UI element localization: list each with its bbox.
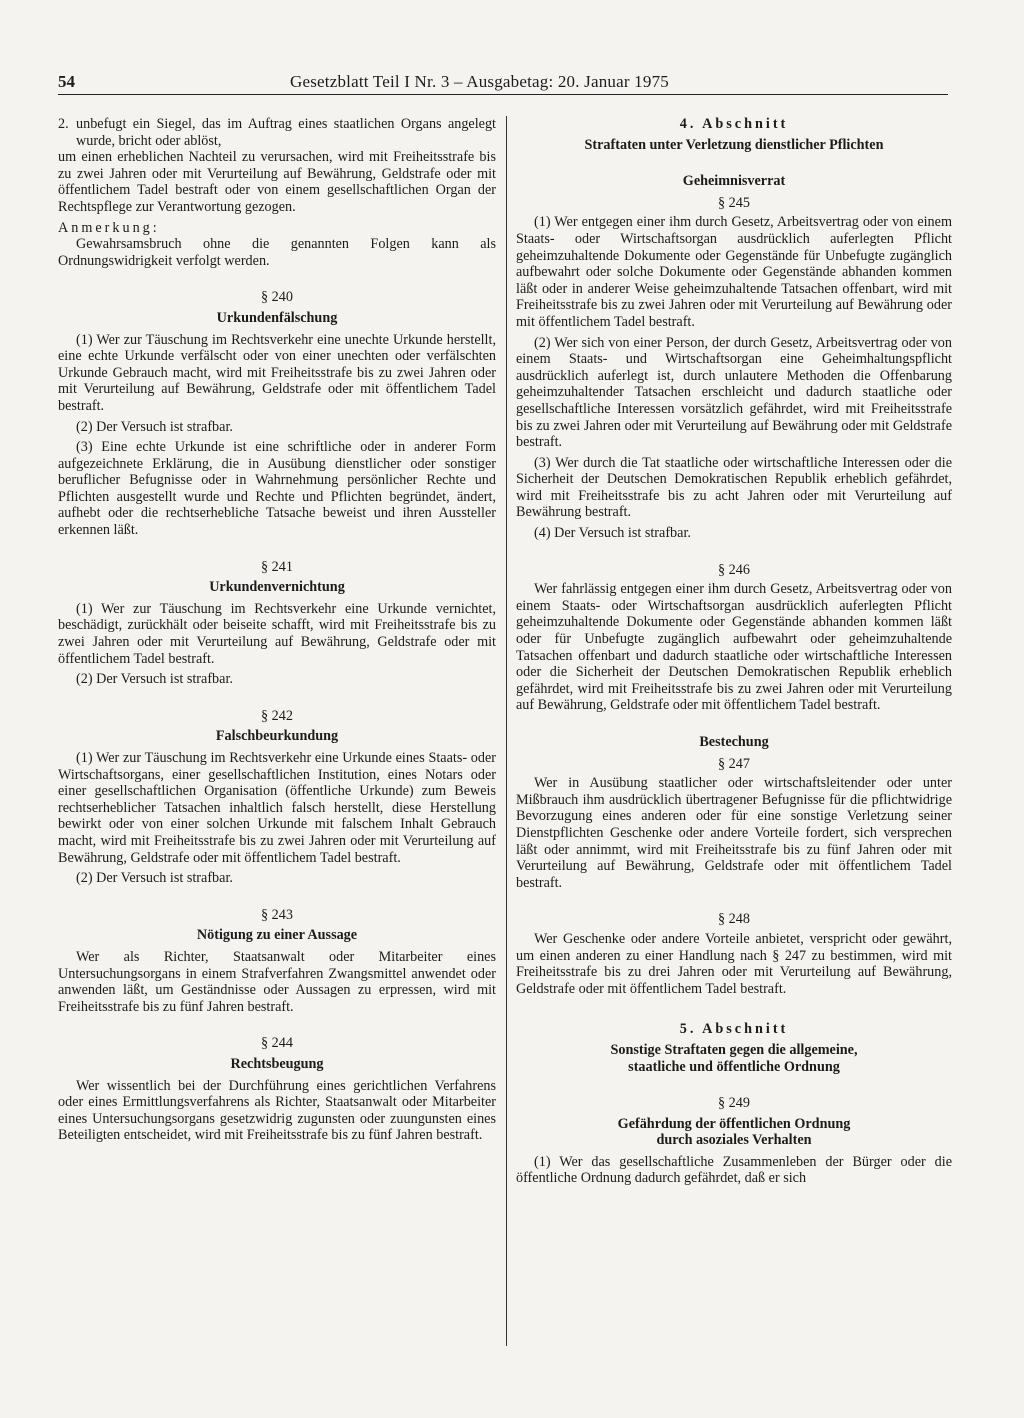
paragraph: (1) Wer das gesellschaftliche Zusammenleben der Bürger oder die öffentliche Ordnung dadurch gefährdet, daß er sich bbox=[516, 1153, 952, 1187]
section-number-244: § 244 bbox=[261, 1035, 293, 1052]
paragraph: (4) Der Versuch ist strafbar. bbox=[534, 525, 691, 542]
paragraph: um einen erheblichen Nachteil zu verursachen, wird mit Freiheitsstrafe bis zu zwei Jahren oder mit Verurteilung auf Bewährung, Geldstrafe oder mit öffentlichem Tadel bestraft oder von einem gesellschaftlichen Organ der Rechtspflege zur Verantwortung gezogen. bbox=[58, 149, 496, 215]
chapter-heading-5: 5. Abschnitt bbox=[679, 1021, 789, 1038]
chapter-title-5-line1: Sonstige Straftaten gegen die allgemeine, bbox=[610, 1041, 858, 1058]
paragraph: Wer fahrlässig entgegen einer ihm durch Gesetz, Arbeitsvertrag oder von einem Staats- oder Wirtschaftsorgan ausdrücklich auferlegten Pflicht geheimzuhaltende Dokumente oder Gegenstände abhanden kommen läßt oder für Unbefugte zugänglich aufbewahrt oder geheimzuhaltende Tatsachen offenbart und dadurch staatliche oder wirtschaftliche Interessen oder die Sicherheit der Deutschen Demokratischen Republik erheblich gefährdet, wird mit Freiheitsstrafe bis zu zwei Jahren oder mit Verurteilung auf Bewährung, Geldstrafe oder mit öffentlichem Tadel bestraft. bbox=[516, 581, 952, 714]
paragraph: (2) Der Versuch ist strafbar. bbox=[76, 418, 233, 435]
left-column bbox=[58, 116, 496, 1144]
list-item bbox=[58, 116, 496, 149]
section-title-249-line2: durch asoziales Verhalten bbox=[656, 1132, 812, 1149]
section-number-249: § 249 bbox=[718, 1095, 750, 1112]
paragraph: (3) Wer durch die Tat staatliche oder wirtschaftliche Interessen oder die Sicherheit der Deutschen Demokratischen Republik erheblich gefährdet, wird mit Freiheitsstrafe bis zu acht Jahren oder mit Verurteilung auf Bewährung bestraft. bbox=[516, 454, 952, 521]
section-title-244: Rechtsbeugung bbox=[230, 1055, 324, 1072]
page-number: 54 bbox=[58, 72, 75, 91]
section-title-243: Nötigung zu einer Aussage bbox=[196, 927, 358, 944]
list-item-text: unbefugt ein Siegel, das im Auftrag eines staatlichen Organs angelegt wurde, bricht oder ablöst, bbox=[76, 116, 496, 149]
subheading-geheimnisverrat: Geheimnisverrat bbox=[682, 173, 786, 190]
section-title-249-line1: Gefährdung der öffentlichen Ordnung bbox=[617, 1115, 851, 1132]
chapter-heading-4: 4. Abschnitt bbox=[679, 116, 789, 132]
page-header bbox=[58, 72, 948, 95]
section-title-241: Urkundenvernichtung bbox=[209, 579, 345, 596]
section-title-240: Urkundenfälschung bbox=[216, 309, 338, 326]
paragraph: (1) Wer zur Täuschung im Rechtsverkehr eine Urkunde eines Staats- oder Wirtschaftsorgans, einer gesellschaftlichen Institution, eines Notars oder einer gesellschaftlichen Organisation (öffentliche Urkunde) zum Beweis rechtserheblicher Tatsachen inhaltlich falsch herstellt, diese Herstellung bewirkt oder von einer solchen Urkunde mit falschem Inhalt Gebrauch macht, wird mit Freiheitsstrafe bis zu zwei Jahren oder mit Verurteilung auf Bewährung, Geldstrafe oder mit öffentlichem Tadel bestraft. bbox=[58, 750, 496, 866]
column-divider bbox=[506, 116, 507, 1346]
note-label: Anmerkung: bbox=[58, 219, 160, 236]
section-number-248: § 248 bbox=[718, 911, 750, 928]
chapter-title-4: Straftaten unter Verletzung dienstlicher Pflichten bbox=[584, 136, 884, 153]
paragraph: (2) Wer sich von einer Person, der durch Gesetz, Arbeitsvertrag oder von einem Staats- und Wirtschaftsorgan eine Geheimhaltungspflicht ausdrücklich auferlegt ist, durch unlautere Methoden die Offenbarung geheimzuhaltender Tatsachen erschleicht und dadurch staatliche oder gesellschaftliche Interessen vorsätzlich gefährdet, wird mit Freiheitsstrafe bis zu zwei Jahren oder mit Verurteilung auf Bewährung oder mit Geldstrafe bestraft. bbox=[516, 334, 952, 451]
section-number-241: § 241 bbox=[261, 558, 293, 575]
section-number-242: § 242 bbox=[261, 707, 293, 724]
running-title: Gesetzblatt Teil I Nr. 3 – Ausgabetag: 20. Januar 1975 bbox=[290, 72, 669, 91]
paragraph: Wer wissentlich bei der Durchführung eines gerichtlichen Verfahrens oder eines Ermittlungsverfahrens als Richter, Staatsanwalt oder Mitarbeiter eines Untersuchungsorgans gesetzwidrig zugunsten oder zuungunsten eines Beteiligten entscheidet, wird mit Freiheitsstrafe bis zu fünf Jahren bestraft. bbox=[58, 1077, 496, 1144]
section-number-247: § 247 bbox=[718, 755, 750, 772]
paragraph: (2) Der Versuch ist strafbar. bbox=[76, 671, 233, 688]
right-column bbox=[516, 116, 952, 1187]
list-item-number: 2. bbox=[58, 116, 69, 132]
section-number-240: § 240 bbox=[261, 289, 293, 306]
section-number-245: § 245 bbox=[718, 194, 750, 211]
paragraph: (3) Eine echte Urkunde ist eine schriftliche oder in anderer Form aufgezeichnete Erklärung, die in Ausübung dienstlicher oder sonstiger beruflicher Befugnisse oder in Wahrnehmung persönlicher Rechte und Pflichten ausgestellt wurde und Rechte und Pflichten begründet, ändert, aufhebt oder die rechtserhebliche Tatsache beweist und ihren Aussteller erkennen läßt. bbox=[58, 439, 496, 539]
paragraph: (1) Wer zur Täuschung im Rechtsverkehr eine Urkunde vernichtet, beschädigt, zurückhält oder beiseite schafft, wird mit Freiheitsstrafe bis zu zwei Jahren oder mit Verurteilung auf Bewährung, Geldstrafe oder mit öffentlichem Tadel bestraft. bbox=[58, 600, 496, 667]
section-number-246: § 246 bbox=[718, 561, 750, 578]
subheading-bestechung: Bestechung bbox=[699, 734, 769, 750]
chapter-title-5-line2: staatliche und öffentliche Ordnung bbox=[628, 1058, 840, 1075]
section-title-242: Falschbeurkundung bbox=[215, 728, 339, 745]
paragraph: Wer als Richter, Staatsanwalt oder Mitarbeiter eines Untersuchungsorgans in einem Strafverfahren Zwangsmittel anwendet oder anwenden läßt, um Geständnisse oder Aussagen zu erpressen, wird mit Freiheitsstrafe bis zu fünf Jahren bestraft. bbox=[58, 948, 496, 1015]
paragraph: (1) Wer entgegen einer ihm durch Gesetz, Arbeitsvertrag oder von einem Staats- oder Wirtschaftsorgan ausdrücklich auferlegten Pflicht geheimzuhaltende Dokumente oder Gegenstände für Unbefugte zugänglich aufbewahrt oder solche Dokumente oder Gegenstände abhanden kommen läßt oder in anderer Weise geheimzuhaltende Tatsachen offenbart, wird mit Freiheitsstrafe bis zu zwei Jahren oder mit Verurteilung auf Bewährung oder mit öffentlichem Tadel bestraft. bbox=[516, 214, 952, 330]
note-text: Gewahrsamsbruch ohne die genannten Folgen kann als Ordnungswidrigkeit verfolgt werden. bbox=[58, 236, 496, 269]
paragraph: (2) Der Versuch ist strafbar. bbox=[76, 870, 233, 887]
paragraph: Wer Geschenke oder andere Vorteile anbietet, verspricht oder gewährt, um einen anderen zu einer Handlung nach § 247 zu bestimmen, wird mit Freiheitsstrafe bis zu drei Jahren oder mit Verurteilung auf Bewährung, Geldstrafe oder mit öffentlichem Tadel bestraft. bbox=[516, 930, 952, 997]
paragraph: Wer in Ausübung staatlicher oder wirtschaftsleitender oder unter Mißbrauch ihm ausdrücklich übertragener Befugnisse für die pflichtwidrige Bevorzugung eines anderen oder für eine sonstige Verletzung seiner Dienstpflichten Geschenke oder andere Vorteile fordert, sich versprechen läßt oder annimmt, wird mit Freiheitsstrafe bis zu fünf Jahren oder mit Verurteilung auf Bewährung, Geldstrafe oder mit öffentlichem Tadel bestraft. bbox=[516, 775, 952, 891]
section-number-243: § 243 bbox=[261, 906, 293, 923]
paragraph: (1) Wer zur Täuschung im Rechtsverkehr eine unechte Urkunde herstellt, eine echte Urkunde verfälscht oder von einer unechten oder verfälschten Urkunde Gebrauch macht, wird mit Freiheitsstrafe bis zu zwei Jahren oder mit Verurteilung auf Bewährung, Geldstrafe oder mit öffentlichem Tadel bestraft. bbox=[58, 331, 496, 414]
